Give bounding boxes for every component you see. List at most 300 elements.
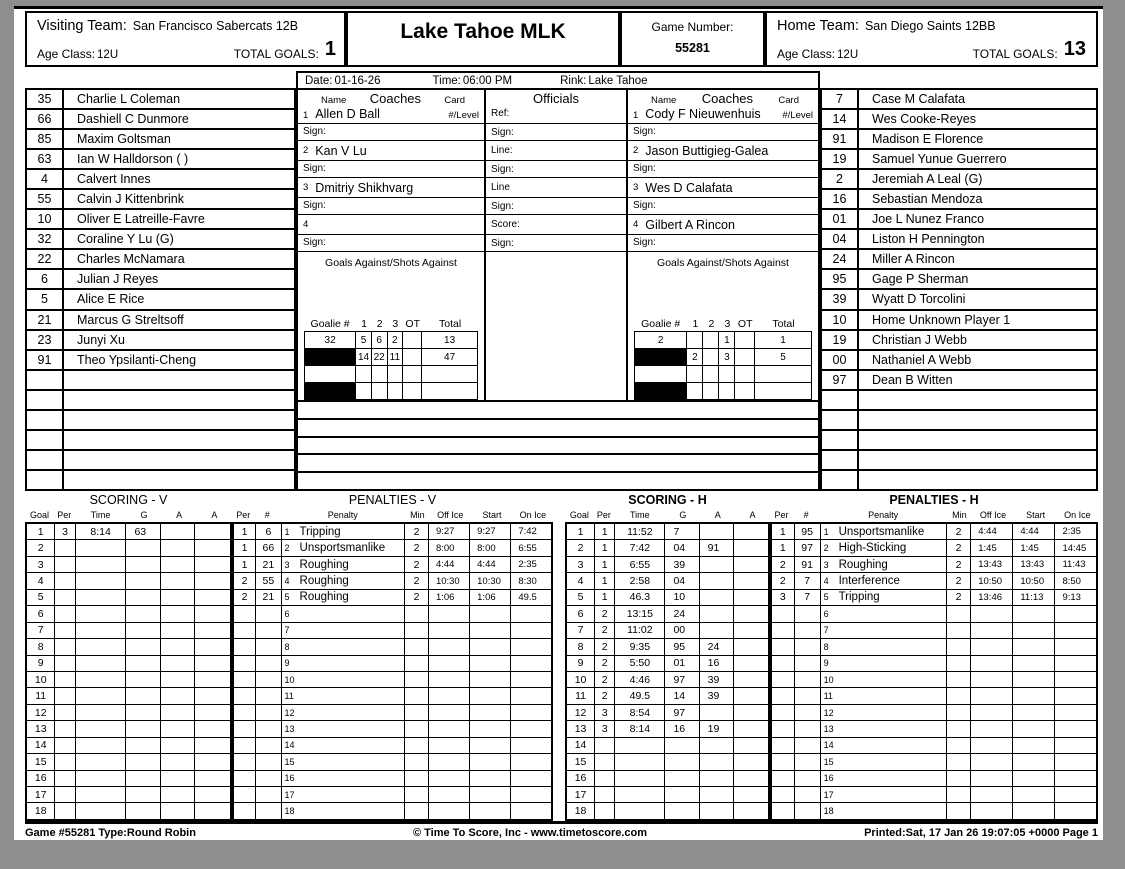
penalty-minutes [405,738,429,753]
player-name: Maxim Goltsman [77,132,171,147]
goal-time [615,754,665,769]
scoring-row [27,540,230,556]
goal-number: 8 [27,639,55,654]
penalty-row-index: 5 [823,592,829,603]
roster-row [822,331,1096,351]
goal-time [76,721,127,736]
sign-line: Sign: [628,161,818,178]
goal-assist-2 [734,606,768,621]
penalty-start [1013,787,1055,802]
penalty-row [234,623,551,639]
penalty-on-ice [1055,771,1096,786]
penalty-row-index: 15 [284,756,295,767]
penalty-name: Unsportsmanlike [299,542,386,555]
player-name: Marcus G Streltsoff [77,312,184,327]
penalty-start [470,738,511,753]
penalty-on-ice: 14:45 [1062,542,1087,554]
player-name: Wyatt D Torcolini [872,292,966,307]
goal-period: 1 [595,540,615,555]
penalty-minutes: 2 [405,540,429,555]
penalty-col-header: # [264,510,270,520]
home-goalie-table [634,316,812,400]
penalty-description [821,803,947,818]
penalty-name: Roughing [838,558,888,571]
penalty-player-number [795,606,821,621]
penalty-minutes [405,705,429,720]
penalty-on-ice [511,623,551,638]
goal-assist-2 [734,540,768,555]
empty-row [298,420,818,438]
goal-assist-1 [161,540,196,555]
goal-number: 15 [567,754,595,769]
penalty-period: 1 [234,557,256,572]
penalty-row [772,721,1096,737]
visiting-total-goals: 1 [324,38,336,60]
center-info-box [296,71,820,491]
penalty-on-ice [511,803,551,818]
penalty-row-index: 9 [284,658,290,669]
player-name [64,391,294,409]
player-number: 39 [822,290,859,308]
penalty-description [282,771,406,786]
scoring-row [567,721,768,737]
player-number: 24 [822,250,859,268]
penalty-off-ice [429,803,470,818]
penalty-off-ice: 1:06 [429,590,470,605]
goalie-row [634,366,812,383]
goalie-cell [304,348,356,366]
player-number: 35 [27,90,64,108]
sign-line: Sign: [486,161,626,178]
penalty-row [772,771,1096,787]
penalty-on-ice [1055,606,1096,621]
goal-number: 6 [27,606,55,621]
goalie-cell [304,382,356,400]
penalty-row [772,639,1096,655]
penalty-grid [770,522,1098,821]
sign-line: Sign: [486,235,626,252]
coach-name: Kan V Lu [315,143,367,158]
goal-scorer: 16 [665,721,699,736]
penalty-period [772,623,795,638]
penalty-minutes [947,688,971,703]
sign-line: Sign: [298,124,484,141]
goal-time: 6:55 [615,557,665,572]
goal-number: 7 [27,623,55,638]
roster-row [822,270,1096,290]
player-name: Charlie L Coleman [77,92,181,107]
penalty-minutes [947,754,971,769]
penalty-row [772,738,1096,754]
goal-assist-1 [161,656,196,671]
penalty-start [1013,738,1055,753]
scoring-row [567,606,768,622]
goal-scorer: 04 [665,540,699,555]
goalie-row [304,383,478,400]
player-name: Samuel Yunue Guerrero [872,152,1007,167]
goal-period: 2 [595,688,615,703]
player-number [822,411,859,429]
goal-period: 1 [595,557,615,572]
penalty-on-ice [511,639,551,654]
goal-assist-2 [734,524,768,539]
goal-scorer [126,771,161,786]
penalty-period [234,803,256,818]
penalty-start: 1:06 [470,590,511,605]
penalty-row [772,787,1096,803]
penalty-player-number: 21 [256,590,281,605]
penalty-description [282,573,406,588]
goalie-col-header: OT [405,318,421,330]
scoring-row [27,738,230,754]
goal-number: 15 [27,754,55,769]
player-name: Nathaniel A Webb [872,352,972,367]
scoring-grid [25,522,232,821]
roster-row [822,210,1096,230]
goalie-cell [703,382,719,400]
penalty-row [234,590,551,606]
visiting-team-box [25,11,346,67]
penalty-description [821,771,947,786]
player-name: Gage P Sherman [872,272,969,287]
goalie-cell [687,331,703,349]
roster-row [822,311,1096,331]
goal-time: 9:35 [615,639,665,654]
scoring-col-header: A [211,510,218,520]
coach-number: 3 [303,182,309,193]
scoring-row [567,557,768,573]
scoring-visitor-table [25,493,232,821]
scoring-grid [565,522,770,821]
penalty-on-ice [1055,656,1096,671]
goalie-col-header: 2 [376,318,383,330]
penalty-period [772,754,795,769]
goal-assist-1 [161,672,196,687]
player-name: Madison E Florence [872,132,984,147]
coach-number: 3 [633,182,639,193]
goalie-cell [634,348,687,366]
goal-period [55,787,75,802]
player-name: Wes Cooke-Reyes [872,112,976,127]
penalty-minutes [947,639,971,654]
scoring-row [27,590,230,606]
coach-row [298,141,484,161]
penalty-off-ice [971,721,1013,736]
goal-scorer: 10 [665,590,699,605]
penalty-row [234,656,551,672]
goal-number: 14 [567,738,595,753]
home-age-class-label: Age Class: [777,47,836,61]
goalie-row [634,349,812,366]
goal-assist-1 [700,524,734,539]
penalty-col-header: Start [1026,510,1046,520]
coach-number: 1 [633,110,639,121]
goal-assist-1 [700,771,734,786]
scoring-col-header: Time [90,510,111,520]
page-footer [25,821,1098,839]
penalty-start [470,803,511,818]
goalie-cell [304,365,356,383]
goal-period [595,771,615,786]
penalty-period [772,738,795,753]
goal-assist-1 [161,623,196,638]
goalie-cell [356,382,372,400]
goal-number: 2 [27,540,55,555]
goal-assist-1 [700,573,734,588]
goal-assist-1 [700,590,734,605]
goal-period [595,787,615,802]
goal-period: 2 [595,672,615,687]
goalie-cell: 1 [719,331,735,349]
penalty-player-number: 55 [256,573,281,588]
goal-number: 14 [27,738,55,753]
player-name: Coraline Y Lu (G) [77,232,174,247]
goal-assist-1: 39 [700,672,734,687]
player-number: 32 [27,230,64,248]
penalty-minutes [947,705,971,720]
penalty-row [772,590,1096,606]
goalie-row [304,349,478,366]
coaches-level-label: #/Level [448,110,479,121]
penalty-on-ice: 2:35 [518,559,537,571]
empty-row [298,473,818,489]
roster-row [27,351,294,371]
goal-scorer [126,672,161,687]
roster-row [27,311,294,331]
penalty-on-ice [1055,639,1096,654]
goalie-table-header [304,316,478,332]
scoring-row [27,754,230,770]
penalty-col-header: On Ice [1064,510,1091,520]
penalty-start: 8:00 [470,540,511,555]
goal-scorer [665,803,699,818]
penalty-on-ice: 8:50 [1062,575,1081,587]
roster-row [822,471,1096,489]
coach-name: Allen D Ball [315,107,380,121]
goal-period [55,803,75,818]
penalty-row-index: 15 [823,756,834,767]
goal-number: 16 [27,771,55,786]
coaches-level-label: #/Level [782,110,813,121]
goal-number: 3 [27,557,55,572]
penalty-row [772,754,1096,770]
scoring-row [567,803,768,818]
penalty-minutes: 2 [405,573,429,588]
visitor-goals-against-area [298,252,484,400]
goal-time [76,557,127,572]
penalty-row-index: 14 [284,740,295,751]
penalty-description [821,754,947,769]
penalty-row [772,688,1096,704]
player-name [859,431,1096,449]
penalty-player-number: 7 [795,573,821,588]
penalty-description [282,672,406,687]
penalty-off-ice: 10:50 [971,573,1013,588]
coaches-name-label: Name [321,95,347,106]
goal-time: 8:54 [615,705,665,720]
player-number: 14 [822,110,859,128]
penalty-row [234,573,551,589]
penalty-period: 2 [772,557,795,572]
goal-assist-2 [195,771,230,786]
penalty-row [234,524,551,540]
goal-assist-1 [161,754,196,769]
goal-time [615,738,665,753]
goal-period: 3 [55,524,75,539]
scoring-row [27,672,230,688]
scoring-row [567,524,768,540]
penalty-description [821,738,947,753]
penalty-description [821,573,947,588]
goalie-col-header: 1 [361,318,367,330]
penalty-start [1013,639,1055,654]
sign-line: Sign: [298,235,484,252]
goal-period [55,738,75,753]
penalty-on-ice: 2:35 [1062,526,1081,538]
penalty-off-ice [971,787,1013,802]
penalty-period [234,688,256,703]
player-number [27,431,64,449]
goal-assist-1 [161,590,196,605]
goal-time [76,540,127,555]
penalty-name: Roughing [299,558,349,571]
penalty-row-index: 16 [823,773,834,784]
visiting-age-class-label: Age Class: [37,47,96,61]
penalty-description [821,524,947,539]
goal-assist-1 [161,738,196,753]
penalty-player-number [795,738,821,753]
penalty-minutes: 2 [947,590,971,605]
coach-row [298,178,484,198]
penalty-player-number: 97 [795,540,821,555]
home-roster-table [820,88,1098,491]
goal-period [55,573,75,588]
penalty-description [282,803,406,818]
game-number-box [620,11,765,67]
goalie-row [304,332,478,349]
goal-period: 1 [595,590,615,605]
goal-period [55,590,75,605]
goal-time [76,803,127,818]
player-name: Oliver E Latreille-Favre [77,212,205,227]
penalty-description [282,787,406,802]
goal-scorer: 95 [665,639,699,654]
roster-row [27,110,294,130]
goal-assist-2 [734,721,768,736]
goalie-col-header: OT [737,318,753,330]
player-number [822,471,859,489]
player-number: 19 [822,331,859,349]
player-number: 04 [822,230,859,248]
scoring-row [27,688,230,704]
goalie-cell: 32 [304,331,356,349]
penalty-off-ice [429,656,470,671]
scoring-row [27,639,230,655]
player-name: Ian W Halldorson ( ) [77,152,189,167]
goalie-cell: 6 [372,331,388,349]
roster-row [27,230,294,250]
goalie-cell [687,365,703,383]
penalty-start [470,672,511,687]
penalty-grid [232,522,553,821]
roster-row [27,90,294,110]
penalty-description [821,672,947,687]
goal-assist-2 [734,672,768,687]
scoring-row [27,557,230,573]
penalty-minutes [947,656,971,671]
penalty-minutes: 2 [947,540,971,555]
penalty-row-index: 13 [823,723,834,734]
visiting-team-label: Visiting Team: [37,18,127,34]
penalty-off-ice: 1:45 [971,540,1013,555]
goal-assist-2 [734,738,768,753]
goal-scorer [126,738,161,753]
player-number: 4 [27,170,64,188]
goalie-cell [755,382,812,400]
goalie-cell [372,382,388,400]
goalie-cell: 5 [755,348,812,366]
goal-scorer: 14 [665,688,699,703]
coach-name: Dmitriy Shikhvarg [315,180,414,195]
roster-row [27,130,294,150]
roster-row [27,170,294,190]
penalty-name: Roughing [299,575,349,588]
goal-assist-2 [734,656,768,671]
penalty-row-index: 3 [284,559,290,570]
player-number: 01 [822,210,859,228]
penalty-row-index: 1 [823,526,829,537]
goalie-col-header: 3 [392,318,399,330]
penalty-player-number [256,672,281,687]
goal-scorer [126,573,161,588]
goal-assist-2 [734,557,768,572]
goal-period: 1 [595,573,615,588]
coach-number: 2 [633,145,639,156]
penalty-minutes [947,738,971,753]
scoring-row [27,573,230,589]
penalty-start: 11:13 [1013,590,1055,605]
goal-time [615,787,665,802]
officials-header [486,90,626,124]
penalty-on-ice [511,721,551,736]
penalty-row-index: 8 [284,641,290,652]
penalty-player-number: 6 [256,524,281,539]
player-name [64,411,294,429]
scoring-row [27,606,230,622]
player-number: 2 [822,170,859,188]
player-name [64,431,294,449]
penalty-start: 13:43 [1013,557,1055,572]
goal-assist-2 [195,623,230,638]
goal-number: 1 [27,524,55,539]
penalty-period [234,721,256,736]
penalty-player-number [256,754,281,769]
penalty-minutes: 2 [405,524,429,539]
empty-row [298,438,818,456]
goal-scorer [665,771,699,786]
penalty-row-index: 17 [823,789,834,800]
penalty-off-ice: 13:43 [971,557,1013,572]
goalie-cell [403,382,422,400]
penalty-description [282,606,406,621]
penalty-description [821,623,947,638]
penalty-start [1013,754,1055,769]
scoring-row [567,688,768,704]
goal-number: 4 [567,573,595,588]
penalty-row-index: 18 [284,806,295,817]
penalty-row [234,639,551,655]
penalty-description [821,540,947,555]
